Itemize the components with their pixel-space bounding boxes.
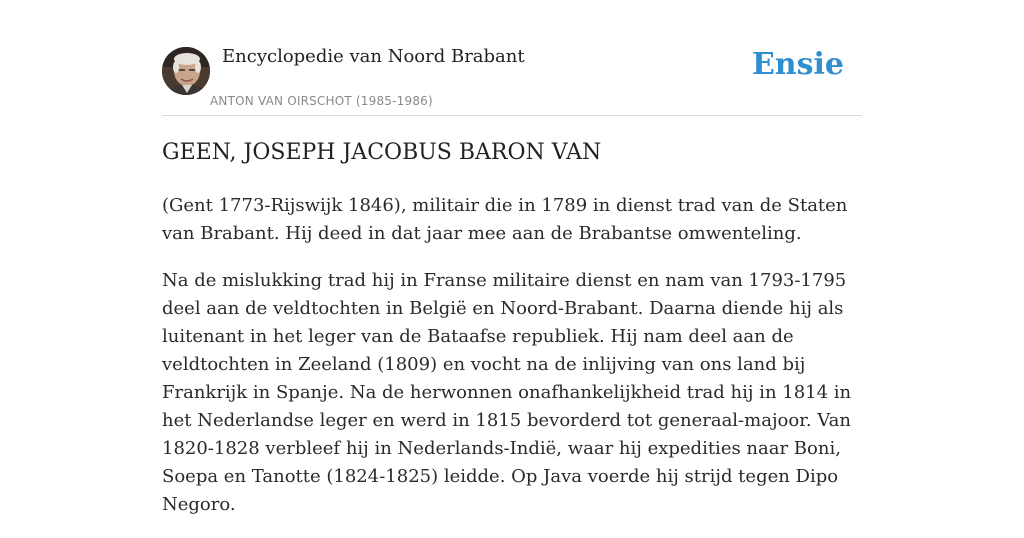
author-name[interactable]: ANTON VAN OIRSCHOT (1985-1986) — [210, 94, 433, 108]
source-title[interactable]: Encyclopedie van Noord Brabant — [222, 46, 525, 67]
article-header — [162, 0, 862, 116]
author-portrait-icon — [162, 47, 210, 95]
article-page — [162, 0, 862, 515]
article-paragraph: (Gent 1773-Rijswijk 1846), militair die in 1789 in dienst trad van de Staten van Brabant. Hij deed in dat jaar mee aan de Brabantse omwenteling. — [162, 195, 848, 244]
ensie-logo[interactable]: Ensie — [751, 47, 844, 82]
author-avatar[interactable] — [162, 47, 210, 95]
article-body — [162, 192, 852, 538]
article-paragraph: Na de mislukking trad hij in Franse militaire dienst en nam van 1793-1795 deel aan de veldtochten in België en Noord-Brabant. Daarna diende hij als luitenant in het leger van de Bataafse republiek. Hij nam deel aan de veldtochten in Zeeland (1809) en vocht na de inlijving van ons land bij Frankrijk in Spanje. Na de herwonnen onafhankelijkheid trad hij in 1814 in het Nederlandse leger en werd in 1815 bevorderd tot generaal-majoor. Van 1820-1828 verbleef hij in Nederlands-Indië, waar hij expedities naar Boni, Soepa en Tanotte (1824-1825) leidde. Op Java voerde hij strijd tegen Dipo Negoro. — [162, 270, 852, 515]
article-title: GEEN, JOSEPH JACOBUS BARON VAN — [162, 140, 602, 165]
